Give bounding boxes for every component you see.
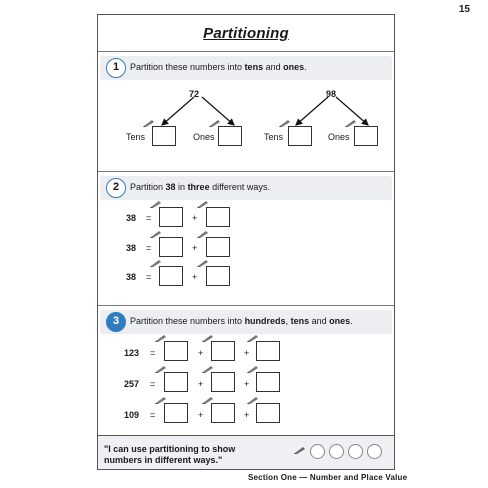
q1-number-98: 98 [326, 89, 337, 99]
q3-text-bold: hundreds [244, 316, 286, 326]
worksheet-frame [97, 14, 395, 436]
q1-text-bold: tens [244, 62, 264, 72]
q3-answer-box[interactable] [211, 403, 235, 423]
q3-answer-box[interactable] [164, 403, 188, 423]
pencil-icon [197, 200, 209, 208]
pencil-icon [279, 119, 291, 127]
pencil-icon [294, 446, 306, 454]
q3-text-bold: ones [329, 316, 351, 326]
pencil-icon [155, 365, 167, 373]
q1-arrows [98, 15, 396, 175]
q2-answer-box[interactable] [206, 207, 230, 227]
happy-face-icon[interactable] [310, 444, 325, 459]
q3-answer-box[interactable] [211, 372, 235, 392]
section-divider [98, 171, 394, 172]
q1-answer-box[interactable] [288, 126, 312, 146]
plus-sign: + [244, 379, 250, 389]
q2-answer-box[interactable] [159, 266, 183, 286]
q3-answer-box[interactable] [256, 341, 280, 361]
q1-tens-label: Tens [264, 132, 284, 142]
question-3-number: 3 [106, 312, 126, 332]
q3-answer-box[interactable] [164, 341, 188, 361]
q3-answer-box[interactable] [211, 341, 235, 361]
pencil-icon [197, 230, 209, 238]
q3-answer-box[interactable] [256, 403, 280, 423]
pencil-icon [197, 259, 209, 267]
statement-line: "I can use partitioning to show [104, 444, 236, 454]
q3-text-part: . [350, 316, 353, 326]
page-number: 15 [458, 4, 470, 15]
equals-sign: = [146, 243, 152, 253]
section-divider [98, 305, 394, 306]
plus-sign: + [192, 272, 198, 282]
q3-row-number: 109 [124, 410, 140, 420]
equals-sign: = [146, 213, 152, 223]
q3-answer-box[interactable] [164, 372, 188, 392]
q1-text-part: and [263, 62, 284, 72]
plus-sign: + [244, 348, 250, 358]
plus-sign: + [244, 410, 250, 420]
plus-sign: + [192, 243, 198, 253]
q1-text-part: . [304, 62, 307, 72]
q1-number-72: 72 [189, 89, 200, 99]
q3-text-part: , [285, 316, 291, 326]
pencil-icon [247, 365, 259, 373]
q1-tens-label: Tens [126, 132, 146, 142]
self-assessment-statement [104, 444, 235, 466]
pencil-icon [143, 119, 155, 127]
q3-answer-box[interactable] [256, 372, 280, 392]
question-2-header [100, 176, 392, 200]
plus-sign: + [192, 213, 198, 223]
question-3-text [130, 316, 353, 326]
q3-text-part: Partition these numbers into [130, 316, 245, 326]
arrow-line [296, 97, 328, 125]
question-2-text [130, 182, 270, 192]
q1-ones-label: Ones [193, 132, 215, 142]
pencil-icon [202, 365, 214, 373]
pencil-icon [202, 334, 214, 342]
question-2-number: 2 [106, 178, 126, 198]
page-title: Partitioning [203, 25, 289, 42]
pencil-icon [155, 396, 167, 404]
pencil-icon [247, 396, 259, 404]
q3-row-number: 257 [124, 379, 140, 389]
q3-text-part: and [309, 316, 330, 326]
q1-text-bold: ones [283, 62, 305, 72]
pencil-icon [202, 396, 214, 404]
q1-answer-box[interactable] [354, 126, 378, 146]
equals-sign: = [150, 410, 156, 420]
question-3-header [100, 310, 392, 334]
q2-answer-box[interactable] [159, 237, 183, 257]
equals-sign: = [146, 272, 152, 282]
self-assessment-faces [294, 444, 386, 462]
neutral-face-icon[interactable] [329, 444, 344, 459]
equals-sign: = [150, 379, 156, 389]
q2-answer-box[interactable] [206, 237, 230, 257]
sad-face-icon[interactable] [367, 444, 382, 459]
pencil-icon [345, 119, 357, 127]
pencil-icon [247, 334, 259, 342]
pencil-icon [150, 230, 162, 238]
q3-row-number: 123 [124, 348, 140, 358]
pencil-icon [150, 259, 162, 267]
q1-ones-label: Ones [328, 132, 350, 142]
plus-sign: + [198, 379, 204, 389]
q1-answer-box[interactable] [218, 126, 242, 146]
equals-sign: = [150, 348, 156, 358]
self-assessment-bar [97, 436, 395, 470]
q2-text-part: in [175, 182, 188, 192]
q1-answer-box[interactable] [152, 126, 176, 146]
q1-text-part: Partition these numbers into [130, 62, 245, 72]
arrow-line [162, 97, 194, 125]
statement-line: numbers in different ways." [104, 455, 223, 465]
section-footer: Section One — Number and Place Value [248, 473, 408, 482]
plus-sign: + [198, 348, 204, 358]
unsure-face-icon[interactable] [348, 444, 363, 459]
q3-text-bold: tens [290, 316, 310, 326]
q2-text-part: Partition [130, 182, 166, 192]
q2-row-number: 38 [126, 243, 137, 253]
q2-text-bold: three [187, 182, 210, 192]
pencil-icon [155, 334, 167, 342]
plus-sign: + [198, 410, 204, 420]
pencil-icon [150, 200, 162, 208]
q2-answer-box[interactable] [206, 266, 230, 286]
pencil-icon [209, 119, 221, 127]
q2-text-part: different ways. [209, 182, 270, 192]
q2-answer-box[interactable] [159, 207, 183, 227]
q2-row-number: 38 [126, 272, 137, 282]
question-1-number: 1 [106, 58, 126, 78]
q2-text-bold: 38 [165, 182, 176, 192]
q2-row-number: 38 [126, 213, 137, 223]
